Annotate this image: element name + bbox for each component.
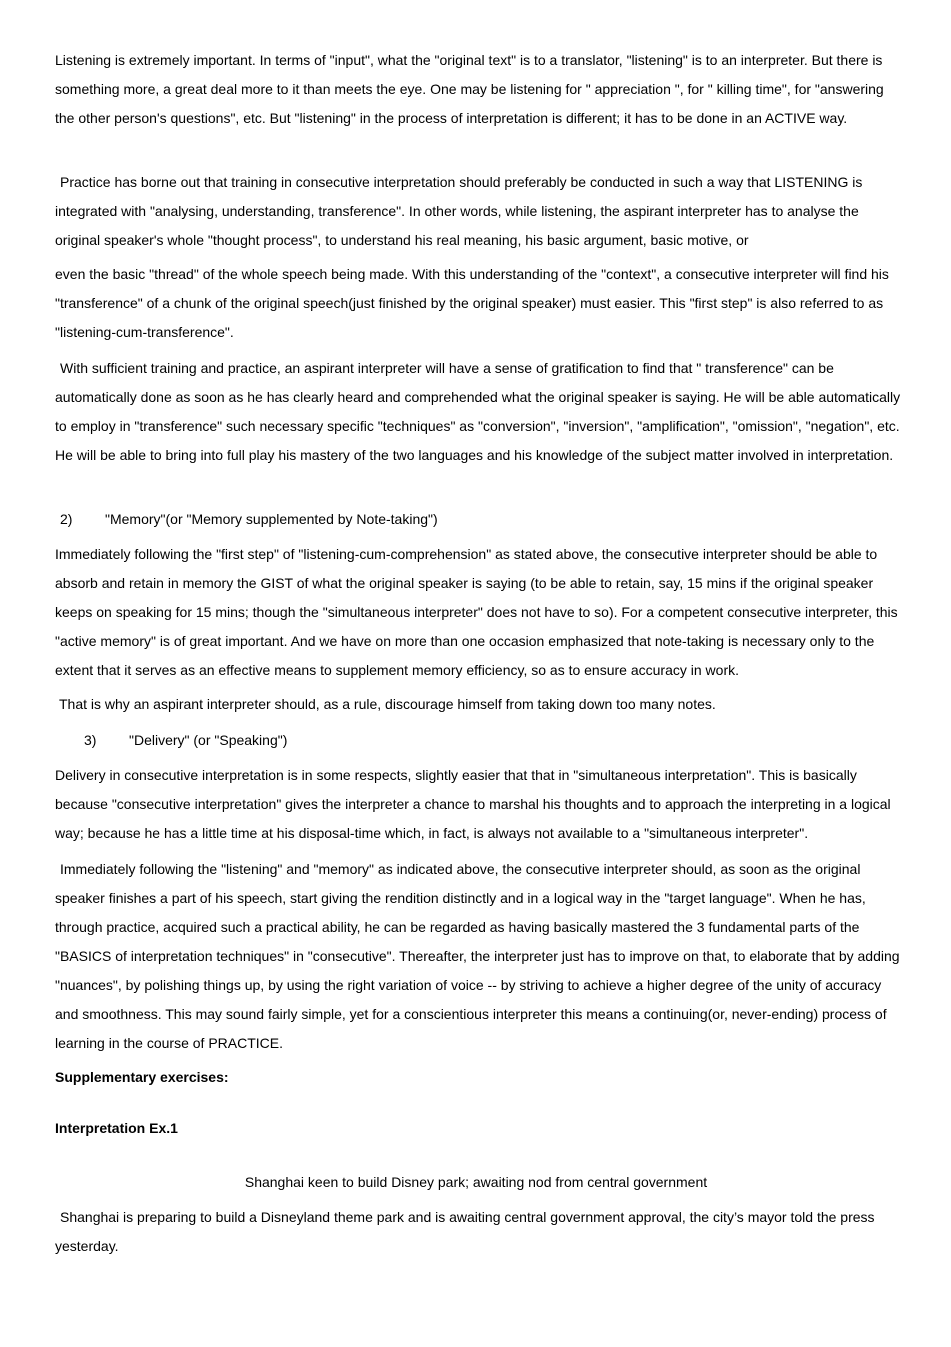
section-number-3: 3) xyxy=(84,732,97,748)
paragraph-thread-context: even the basic "thread" of the whole speech being made. With this understanding of the "context", a consecutive interpreter will find his "transference" of a chunk of the original speech(just finished by the original speaker) must easier. This "first step" is also referred to as "listening-cum-transference". xyxy=(55,266,889,340)
supplementary-exercises-heading: Supplementary exercises: xyxy=(55,1069,229,1085)
paragraph-delivery-easier: Delivery in consecutive interpretation is in some respects, slightly easier that that in "simultaneous interpretation". This is basically because "consecutive interpretation" gives the interpreter a chance to marshal his thoughts and to approach the interpreting in a logical way; because he has a little time at his disposal-time which, in fact, is always not available to a "simultaneous interpreter". xyxy=(55,767,891,841)
section-number-2: 2) xyxy=(60,511,73,527)
paragraph-practice-training: Practice has borne out that training in consecutive interpretation should preferably be conducted in such a way that LISTENING is integrated with "analysing, understanding, transference". In other words, while listening, the aspirant interpreter has to analyse the original speaker's whole "thought process", to understand his real meaning, his basic argument, basic motive, or xyxy=(55,174,863,248)
paragraph-sufficient-training: With sufficient training and practice, an aspirant interpreter will have a sense of gratification to find that " transference" can be automatically done as soon as he has clearly heard and comprehended what the original speaker is saying. He will be able automatically to employ in "transference" such necessary specific "techniques" as "conversion", "inversion", "amplification", "omission", "negation", etc. He will be able to bring into full play his mastery of the two languages and his knowledge of the subject matter involved in interpretation. xyxy=(55,360,901,463)
interpretation-exercise-heading: Interpretation Ex.1 xyxy=(55,1120,178,1136)
paragraph-memory-gist: Immediately following the "first step" of "listening-cum-comprehension" as stated above, the consecutive interpreter should be able to absorb and retain in memory the GIST of what the original speaker is saying (to be able to retain, say, 15 mins if the original speaker keeps on speaking for 15 mins; though the "simultaneous interpreter" does not have to so). For a competent consecutive interpreter, this "active memory" is of great important. And we have on more than one occasion emphasized that note-taking is necessary only to the extent that it serves as an effective means to supplement memory efficiency, so as to ensure accuracy in work. xyxy=(55,546,898,678)
paragraph-rendition: Immediately following the "listening" and "memory" as indicated above, the consecutive interpreter should, as soon as the original speaker finishes a part of his speech, start giving the rendition distinctly and in a logical way in the "target language". When he has, through practice, acquired such a practical ability, he can be regarded as having basically mastered the 3 fundamental parts of the "BASICS of interpretation techniques" in "consecutive". Thereafter, the interpreter just has to improve on that, to elaborate that by adding "nuances", by polishing things up, by using the right variation of voice -- by striving to achieve a higher degree of the unity of accuracy and smoothness. This may sound fairly simple, yet for a conscientious interpreter this means a continuing(or, never-ending) process of learning in the course of PRACTICE. xyxy=(55,861,900,1051)
article-title: Shanghai keen to build Disney park; awaiting nod from central government xyxy=(244,1174,708,1190)
section-heading-delivery: "Delivery" (or "Speaking") xyxy=(129,732,288,748)
paragraph-listening-importance: Listening is extremely important. In terms of "input", what the "original text" is to a translator, "listening" is to an interpreter. But there is something more, a great deal more to it than meets the eye. One may be listening for " appreciation ", for " killing time", for "answering the other person's questions", etc. But "listening" in the process of interpretation is different; it has to be done in an ACTIVE way. xyxy=(55,52,884,126)
section-heading-memory: "Memory"(or "Memory supplemented by Note-taking") xyxy=(105,511,438,527)
paragraph-shanghai-disneyland: Shanghai is preparing to build a Disneyland theme park and is awaiting central government approval, the city’s mayor told the press yesterday. xyxy=(55,1209,875,1254)
paragraph-note-taking: That is why an aspirant interpreter should, as a rule, discourage himself from taking down too many notes. xyxy=(59,696,716,712)
